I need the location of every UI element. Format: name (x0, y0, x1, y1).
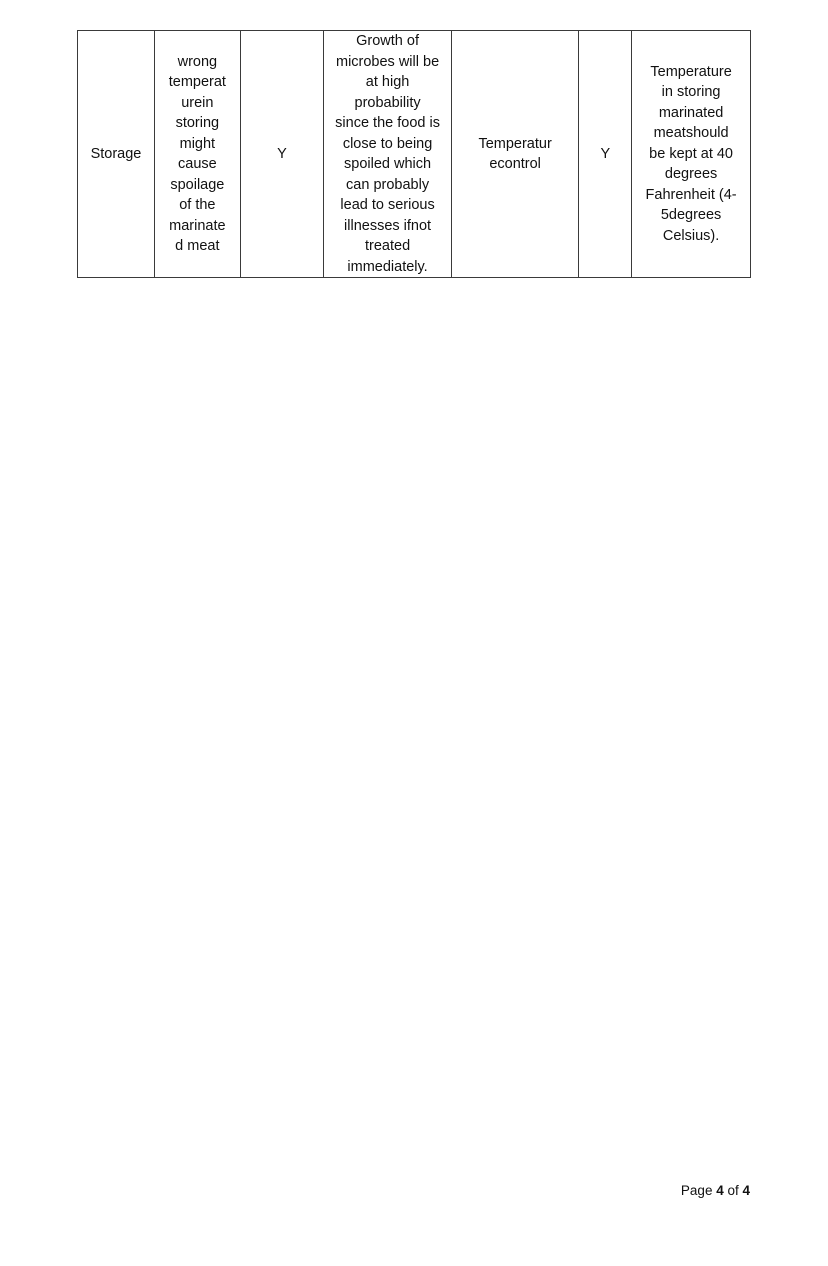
hazard-analysis-table (77, 30, 751, 278)
ccp-cell: Y (579, 31, 632, 278)
table-row (78, 31, 751, 278)
page-number-prefix: Page (680, 1183, 717, 1198)
control-measure-cell: Temperatur econtrol (451, 31, 579, 278)
page-number-total: 4 (742, 1183, 750, 1198)
hazard-cell: wrong temperat urein storing might cause spoilage of the marinate d meat (154, 31, 240, 278)
page-number-current: 4 (716, 1183, 724, 1198)
significance-cell: Y (240, 31, 324, 278)
page-number-middle: of (723, 1183, 743, 1198)
process-step-cell: Storage (78, 31, 155, 278)
page-number (681, 1182, 750, 1200)
critical-limit-cell: Temperature in storing marinated meatshould be kept at 40 degrees Fahrenheit (4- 5degrees Celsius). (632, 31, 751, 278)
justification-cell: Growth of microbes will be at high probability since the food is close to being spoiled which can probably lead to serious illnesses ifnot treated immediately. (324, 31, 452, 278)
